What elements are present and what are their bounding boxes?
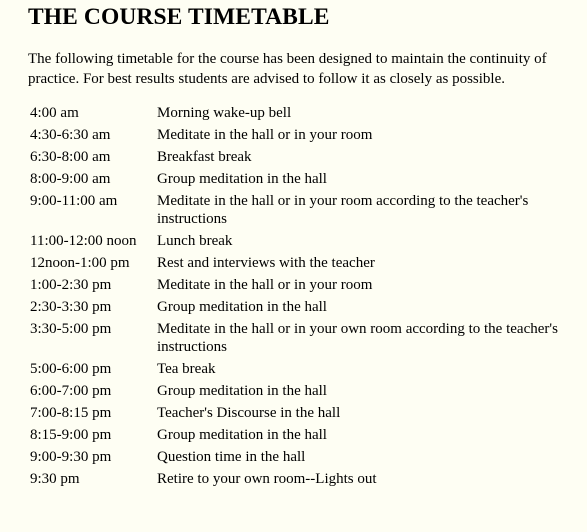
activity-cell: Lunch break — [157, 233, 233, 249]
table-row — [28, 276, 580, 298]
timetable — [28, 104, 580, 492]
table-row — [28, 170, 580, 192]
time-cell: 6:30-8:00 am — [30, 149, 111, 165]
activity-cell: Group meditation in the hall — [157, 171, 327, 187]
activity-cell: Meditate in the hall or in your room according to the teacher's instructions — [157, 193, 529, 227]
intro-paragraph: The following timetable for the course has been designed to maintain the continuity of practice. For best results students are advised to follow it as closely as possible. — [28, 51, 547, 87]
activity-cell: Meditate in the hall or in your room — [157, 277, 373, 293]
activity-cell: Tea break — [157, 361, 216, 377]
table-row — [28, 192, 580, 232]
time-cell: 9:30 pm — [30, 471, 80, 487]
time-cell: 12noon-1:00 pm — [30, 255, 130, 271]
time-cell: 3:30-5:00 pm — [30, 321, 112, 337]
table-row — [28, 426, 580, 448]
time-cell: 2:30-3:30 pm — [30, 299, 112, 315]
time-cell: 9:00-9:30 pm — [30, 449, 112, 465]
table-row — [28, 382, 580, 404]
time-cell: 1:00-2:30 pm — [30, 277, 112, 293]
table-row — [28, 470, 580, 492]
table-row — [28, 360, 580, 382]
table-row — [28, 126, 580, 148]
table-row — [28, 104, 580, 126]
time-cell: 5:00-6:00 pm — [30, 361, 112, 377]
activity-cell: Rest and interviews with the teacher — [157, 255, 375, 271]
time-cell: 4:00 am — [30, 105, 79, 121]
activity-cell: Meditate in the hall or in your room — [157, 127, 373, 143]
time-cell: 4:30-6:30 am — [30, 127, 111, 143]
activity-cell: Breakfast break — [157, 149, 252, 165]
activity-cell: Retire to your own room--Lights out — [157, 471, 377, 487]
activity-cell: Teacher's Discourse in the hall — [157, 405, 341, 421]
timetable-body — [28, 104, 580, 492]
activity-cell: Morning wake-up bell — [157, 105, 292, 121]
table-row — [28, 148, 580, 170]
table-row — [28, 254, 580, 276]
activity-cell: Group meditation in the hall — [157, 427, 327, 443]
time-cell: 7:00-8:15 pm — [30, 405, 112, 421]
page-title: THE COURSE TIMETABLE — [28, 4, 330, 30]
table-row — [28, 298, 580, 320]
table-row — [28, 320, 580, 360]
time-cell: 8:15-9:00 pm — [30, 427, 112, 443]
table-row — [28, 232, 580, 254]
activity-cell: Meditate in the hall or in your own room according to the teacher's instructions — [157, 321, 558, 355]
table-row — [28, 448, 580, 470]
time-cell: 8:00-9:00 am — [30, 171, 111, 187]
activity-cell: Group meditation in the hall — [157, 299, 327, 315]
time-cell: 9:00-11:00 am — [30, 193, 118, 209]
activity-cell: Group meditation in the hall — [157, 383, 327, 399]
time-cell: 11:00-12:00 noon — [30, 233, 137, 249]
table-row — [28, 404, 580, 426]
activity-cell: Question time in the hall — [157, 449, 306, 465]
time-cell: 6:00-7:00 pm — [30, 383, 112, 399]
